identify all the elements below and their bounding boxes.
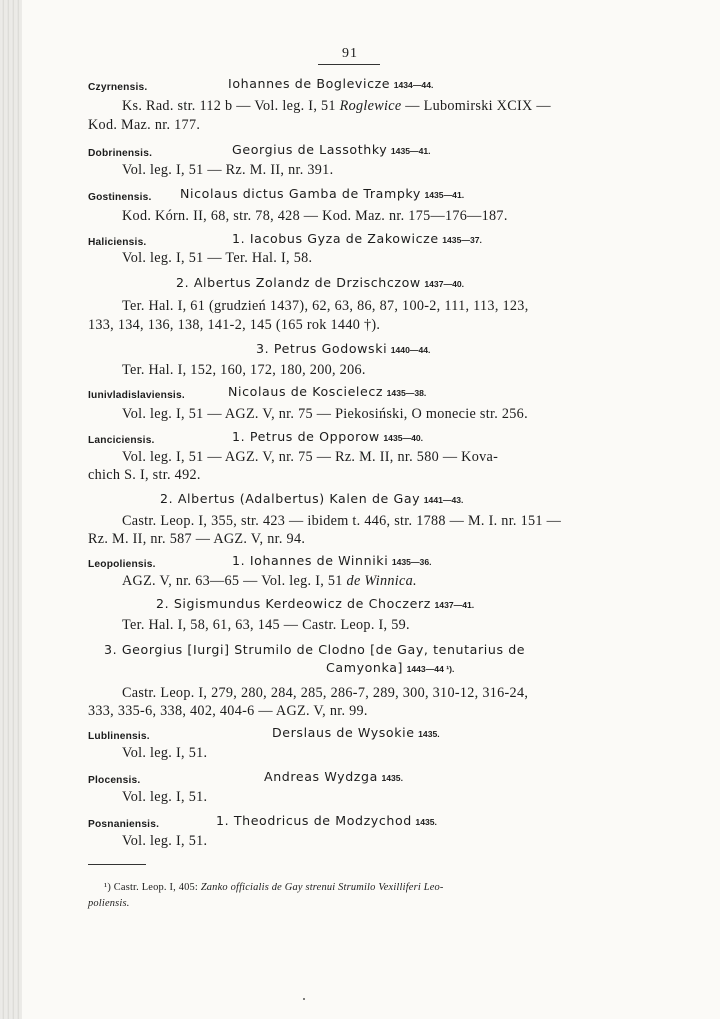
entry-name-line — [156, 596, 474, 613]
footnote-line — [88, 898, 130, 909]
entry-name: Camyonka] — [326, 660, 404, 675]
entry-name-line — [176, 275, 464, 292]
text-line: Vol. leg. I, 51 — Ter. Hal. I, 58. — [122, 250, 313, 266]
text-line: 133, 134, 136, 138, 141-2, 145 (165 rok 1440 †). — [88, 317, 381, 333]
entry-label: Dobrinensis. — [88, 148, 153, 159]
entry-name-line — [180, 186, 464, 203]
entry-name: 2. Albertus (Adalbertus) Kalen de Gay — [160, 491, 421, 506]
text-line: Ter. Hal. I, 152, 160, 172, 180, 200, 206. — [122, 362, 366, 378]
footnote-italic: poliensis. — [88, 898, 130, 909]
entry-name: 2. Sigismundus Kerdeowicz de Choczerz — [156, 596, 431, 611]
entry-heading — [88, 78, 147, 96]
entry-years: 1435. — [415, 817, 437, 827]
entry-name-line — [232, 429, 423, 446]
text-line: Castr. Leop. I, 279, 280, 284, 285, 286-7, 289, 300, 310-12, 316-24, — [122, 685, 529, 701]
entry-label: Haliciensis. — [88, 237, 147, 248]
scan-speck — [303, 998, 305, 1000]
entry-name: 1. Iohannes de Winniki — [232, 553, 389, 568]
italic-term: de Winnica. — [346, 573, 417, 589]
italic-term: Roglewice — [339, 98, 402, 114]
entry-heading — [88, 386, 185, 404]
entry-name-line — [160, 491, 463, 508]
text-line: Ter. Hal. I, 58, 61, 63, 145 — Castr. Leop. I, 59. — [122, 617, 410, 633]
entry-name-line — [228, 76, 433, 93]
entry-years: 1437—41. — [434, 600, 475, 610]
entry-heading — [88, 727, 150, 745]
entry-heading — [88, 431, 155, 449]
entry-name: 1. Theodricus de Modzychod — [216, 813, 412, 828]
entry-name-line — [232, 231, 482, 248]
entry-years: 1435. — [381, 773, 403, 783]
footnote-rule — [88, 864, 146, 865]
entry-name: 1. Iacobus Gyza de Zakowicze — [232, 231, 439, 246]
entry-label: Lublinensis. — [88, 731, 150, 742]
entry-name: Georgius de Lassothky — [232, 142, 388, 157]
text-line: Ter. Hal. I, 61 (grudzień 1437), 62, 63, 86, 87, 100-2, 111, 113, 123, — [122, 298, 529, 314]
entry-name: 3. Georgius [Iurgi] Strumilo de Clodno [de Gay, tenutarius de — [104, 642, 526, 657]
entry-years: 1443—44 ¹). — [406, 664, 455, 674]
entry-heading — [88, 815, 159, 833]
footnote-line: ¹) Castr. Leop. I, 405: Zanko officialis de Gay strenui Strumilo Vexilliferi Leo- — [104, 882, 444, 893]
text-line: Vol. leg. I, 51 — Rz. M. II, nr. 391. — [122, 162, 334, 178]
entry-heading — [88, 188, 152, 206]
entry-years: 1435—40. — [383, 433, 424, 443]
text-line: Kod. Maz. nr. 177. — [88, 117, 201, 133]
entry-heading — [88, 771, 140, 789]
entry-years: 1434—44. — [393, 80, 434, 90]
entry-name-line — [326, 660, 454, 677]
text-line: Castr. Leop. I, 355, str. 423 — ibidem t. 446, str. 1788 — M. I. nr. 151 — — [122, 513, 562, 529]
entry-name-line — [104, 642, 525, 658]
entry-name-line — [256, 341, 430, 358]
entry-years: 1435—37. — [442, 235, 482, 245]
entry-name: 3. Petrus Godowski — [256, 341, 388, 356]
text-line: Vol. leg. I, 51. — [122, 789, 208, 805]
footnote-italic: Zanko officialis de Gay strenui Strumilo Vexilliferi Leo- — [200, 882, 444, 893]
entry-label: Czyrnensis. — [88, 82, 148, 93]
text-line: Vol. leg. I, 51 — AGZ. V, nr. 75 — Rz. M. II, nr. 580 — Kova- — [122, 449, 499, 465]
text-line: AGZ. V, nr. 63—65 — Vol. leg. I, 51 de Winnica. — [122, 573, 417, 589]
entry-name-line — [232, 142, 431, 159]
text-line: Ks. Rad. str. 112 b — Vol. leg. I, 51 Roglewice — Lubomirski XCIX — — [122, 98, 551, 114]
entry-name: Andreas Wydzga — [264, 769, 378, 784]
entry-years: 1435—38. — [386, 388, 427, 398]
entry-name-line — [216, 813, 437, 830]
entry-name-line — [232, 553, 432, 570]
entry-label: Lanciciensis. — [88, 435, 155, 446]
entry-label: Iunivladislaviensis. — [88, 390, 185, 401]
entry-name-line — [264, 769, 403, 786]
entry-label: Gostinensis. — [88, 192, 152, 203]
entry-years: 1435. — [418, 729, 440, 739]
entry-name-line — [228, 384, 426, 401]
text-line: chich S. I, str. 492. — [88, 467, 201, 483]
entry-name: Nicolaus de Koscielecz — [228, 384, 384, 399]
entry-label: Plocensis. — [88, 775, 141, 786]
page-number-rule — [318, 64, 380, 65]
entry-years: 1441—43. — [423, 495, 464, 505]
text-line: 333, 335-6, 338, 402, 404-6 — AGZ. V, nr. 99. — [88, 703, 368, 719]
entry-name: 2. Albertus Zolandz de Drzischczow — [176, 275, 421, 290]
page-number: 91 — [342, 46, 358, 61]
entry-label: Posnaniensis. — [88, 819, 160, 830]
text-line: Kod. Kórn. II, 68, str. 78, 428 — Kod. Maz. nr. 175—176—187. — [122, 208, 508, 224]
entry-name-line — [272, 725, 440, 742]
entry-years: 1435—41. — [390, 146, 431, 156]
entry-name: 1. Petrus de Opporow — [232, 429, 380, 444]
entry-name: Derslaus de Wysokie — [272, 725, 415, 740]
entry-heading — [88, 233, 146, 251]
entry-name: Iohannes de Boglevicze — [228, 76, 391, 91]
entry-heading — [88, 144, 152, 162]
text-line: Vol. leg. I, 51. — [122, 833, 208, 849]
entry-name: Nicolaus dictus Gamba de Trampky — [180, 186, 421, 201]
entry-label: Leopoliensis. — [88, 559, 156, 570]
entry-years: 1440—44. — [390, 345, 431, 355]
text-line: Rz. M. II, nr. 587 — AGZ. V, nr. 94. — [88, 531, 306, 547]
entry-years: 1435—41. — [424, 190, 465, 200]
text-line: Vol. leg. I, 51 — AGZ. V, nr. 75 — Piekosiński, O monecie str. 256. — [122, 406, 528, 422]
text-line: Vol. leg. I, 51. — [122, 745, 208, 761]
entry-years: 1435—36. — [391, 557, 432, 567]
entry-heading — [88, 555, 156, 573]
entry-years: 1437—40. — [424, 279, 465, 289]
